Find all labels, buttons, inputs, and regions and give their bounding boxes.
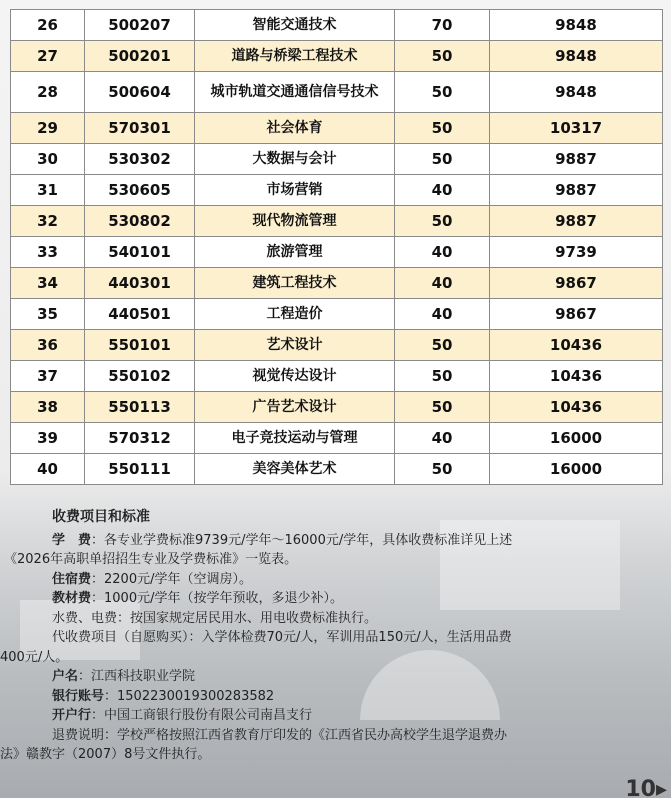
housing-line [0,570,671,590]
table-row [11,206,663,237]
major-code-cell: 550101 [85,330,195,361]
refund-line-cont: 法》赣教字（2007）8号文件执行。 [0,747,211,762]
bank-text: ：中国工商银行股份有限公司南昌支行 [91,708,313,723]
account-number-line [0,687,671,707]
fee-table-body [11,10,663,485]
page-number: 10▸ [625,777,667,802]
major-code-cell: 540101 [85,237,195,268]
account-name-line [0,667,671,687]
major-code-cell: 500201 [85,41,195,72]
bank-line [0,706,671,726]
books-text: ：1000元/学年（按学年预收，多退少补）。 [91,591,343,606]
table-row [11,299,663,330]
major-code-cell: 570301 [85,113,195,144]
housing-label: 住宿费 [52,571,92,587]
tuition-fee-cell: 10436 [490,330,663,361]
table-row [11,268,663,299]
enrollment-count-cell: 40 [395,423,490,454]
account-name-label: 户名 [52,669,79,684]
refund-line: 退费说明：学校严格按照江西省教育厅印发的《江西省民办高校学生退学退费办 [52,727,508,743]
enrollment-count-cell: 40 [395,175,490,206]
tuition-label: 学 费 [52,532,92,548]
major-name-cell: 现代物流管理 [195,206,395,237]
enrollment-count-cell: 50 [395,41,490,72]
account-name-text: ：江西科技职业学院 [78,669,196,684]
tuition-fee-cell: 16000 [490,423,663,454]
major-name-cell: 广告艺术设计 [195,392,395,423]
row-number-cell: 28 [11,72,85,113]
row-number-cell: 27 [11,41,85,72]
table-row [11,392,663,423]
row-number-cell: 26 [11,10,85,41]
major-name-cell: 工程造价 [195,299,395,330]
major-code-cell: 440301 [85,268,195,299]
major-code-cell: 550113 [85,392,195,423]
major-name-cell: 道路与桥梁工程技术 [195,41,395,72]
major-name-cell: 旅游管理 [195,237,395,268]
books-label: 教材费 [52,591,92,606]
tuition-line-cont: 《2026年高职单招招生专业及学费标准》一览表。 [4,552,298,567]
agency-fee-line: 代收费项目（自愿购买）：入学体检费70元/人，军训用品150元/人，生活用品费 [52,630,512,645]
tuition-text: ：各专业学费标准9739元/学年～16000元/学年，具体收费标准详见上述 [91,532,513,548]
row-number-cell: 40 [11,454,85,485]
major-name-cell: 社会体育 [195,113,395,144]
table-row [11,237,663,268]
major-code-cell: 500604 [85,72,195,113]
tuition-fee-cell: 9739 [490,237,663,268]
enrollment-count-cell: 40 [395,237,490,268]
major-code-cell: 550111 [85,454,195,485]
table-row [11,144,663,175]
major-code-cell: 530802 [85,206,195,237]
table-row [11,361,663,392]
tuition-fee-cell: 10317 [490,113,663,144]
utilities-line: 水费、电费：按国家规定居民用水、用电收费标准执行。 [52,610,378,626]
tuition-line [0,531,671,551]
enrollment-count-cell: 50 [395,113,490,144]
major-name-cell: 市场营销 [195,175,395,206]
enrollment-count-cell: 70 [395,10,490,41]
row-number-cell: 36 [11,330,85,361]
enrollment-count-cell: 40 [395,268,490,299]
row-number-cell: 29 [11,113,85,144]
table-row [11,423,663,454]
fee-info-section [0,508,671,765]
table-row [11,454,663,485]
tuition-fee-cell: 16000 [490,454,663,485]
enrollment-count-cell: 50 [395,330,490,361]
major-code-cell: 500207 [85,10,195,41]
row-number-cell: 33 [11,237,85,268]
row-number-cell: 32 [11,206,85,237]
major-code-cell: 530302 [85,144,195,175]
major-name-cell: 智能交通技术 [195,10,395,41]
enrollment-count-cell: 50 [395,72,490,113]
major-name-cell: 城市轨道交通通信信号技术 [195,72,395,113]
enrollment-count-cell: 40 [395,299,490,330]
enrollment-count-cell: 50 [395,361,490,392]
major-name-cell: 建筑工程技术 [195,268,395,299]
major-name-cell: 美容美体艺术 [195,454,395,485]
enrollment-count-cell: 50 [395,454,490,485]
table-row [11,10,663,41]
tuition-fee-cell: 9867 [490,299,663,330]
major-name-cell: 艺术设计 [195,330,395,361]
table-row [11,113,663,144]
major-fee-table [10,9,663,485]
major-code-cell: 570312 [85,423,195,454]
enrollment-count-cell: 50 [395,206,490,237]
major-code-cell: 550102 [85,361,195,392]
table-row [11,330,663,361]
agency-fee-line-cont: 400元/人。 [0,649,69,665]
major-code-cell: 530605 [85,175,195,206]
table-row [11,72,663,113]
major-name-cell: 电子竞技运动与管理 [195,423,395,454]
tuition-fee-cell: 10436 [490,361,663,392]
tuition-fee-cell: 9887 [490,144,663,175]
enrollment-count-cell: 50 [395,392,490,423]
tuition-fee-cell: 9867 [490,268,663,299]
row-number-cell: 31 [11,175,85,206]
books-line [0,589,671,609]
row-number-cell: 30 [11,144,85,175]
row-number-cell: 34 [11,268,85,299]
tuition-fee-cell: 10436 [490,392,663,423]
row-number-cell: 39 [11,423,85,454]
fee-section-title: 收费项目和标准 [52,509,150,525]
row-number-cell: 37 [11,361,85,392]
major-name-cell: 视觉传达设计 [195,361,395,392]
tuition-fee-cell: 9887 [490,206,663,237]
tuition-fee-cell: 9887 [490,175,663,206]
housing-text: ：2200元/学年（空调房）。 [91,571,252,587]
account-number-text: ：1502230019300283582 [104,688,275,704]
table-row [11,175,663,206]
row-number-cell: 38 [11,392,85,423]
table-row [11,41,663,72]
major-code-cell: 440501 [85,299,195,330]
account-number-label: 银行账号 [52,688,105,704]
tuition-fee-cell: 9848 [490,41,663,72]
bank-label: 开户行 [52,708,92,723]
tuition-fee-cell: 9848 [490,72,663,113]
row-number-cell: 35 [11,299,85,330]
tuition-fee-cell: 9848 [490,10,663,41]
enrollment-count-cell: 50 [395,144,490,175]
major-name-cell: 大数据与会计 [195,144,395,175]
